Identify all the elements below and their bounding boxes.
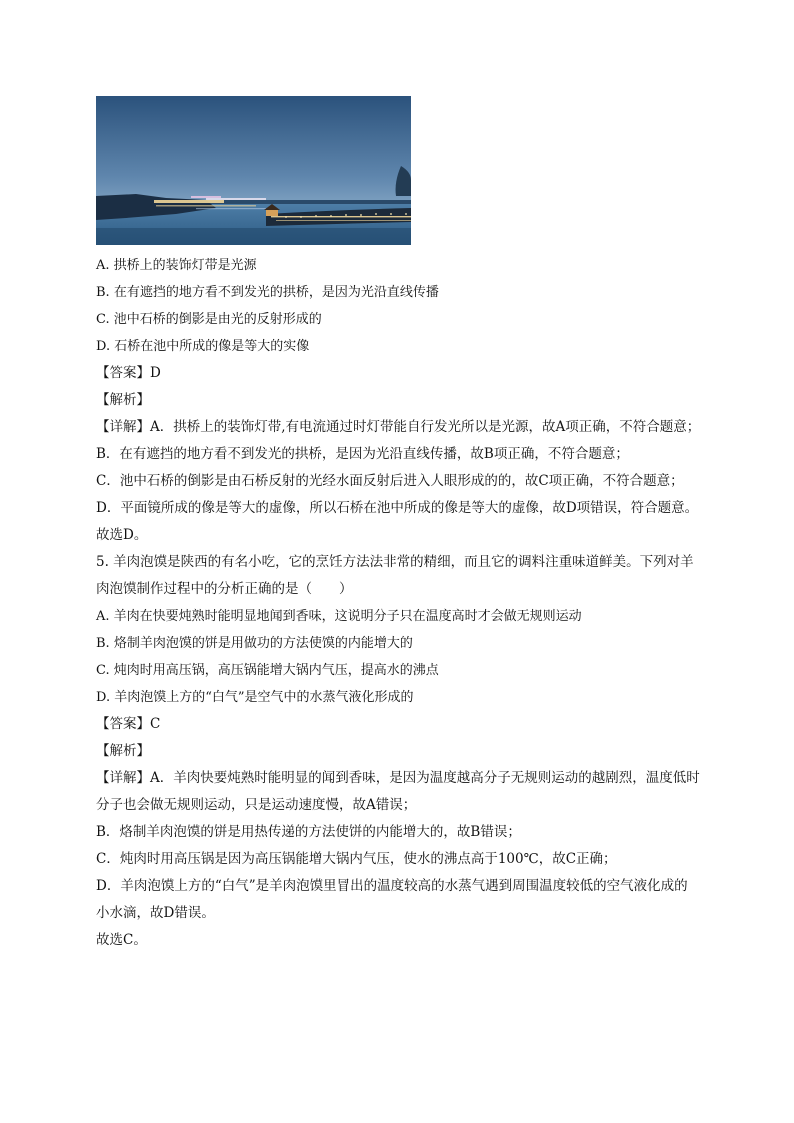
q5-detail-a: 【详解】A．羊肉快要炖熟时能明显的闻到香味，是因为温度越高分子无规则运动的越剧烈，温度低时分子也会做无规则运动，只是运动速度慢，故A错误； [96,770,700,813]
q5-detail-d: D．羊肉泡馍上方的“白气”是羊肉泡馍里冒出的温度较高的水蒸气遇到周围温度较低的空气液化成的小水滴，故D错误。 [96,878,688,921]
q4-detail-d: D．平面镜所成的像是等大的虚像，所以石桥在池中所成的像是等大的虚像，故D项错误，符合题意。 [96,500,699,516]
q4-detail-c: C．池中石桥的倒影是由石桥反射的光经水面反射后进入人眼形成的的，故C项正确，不符合题意； [96,473,684,489]
q4-option-d: D. 石桥在池中所成的像是等大的实像 [96,339,310,354]
q4-answer: 【答案】D [96,365,161,381]
q5-detail-b: B．烙制羊肉泡馍的饼是用热传递的方法使饼的内能增大的，故B错误； [96,824,521,840]
q5-option-b: B. 烙制羊肉泡馍的饼是用做功的方法使馍的内能增大的 [96,636,413,651]
q4-option-b: B. 在有遮挡的地方看不到发光的拱桥，是因为光沿直线传播 [96,285,439,300]
q5-analysis-label: 【解析】 [96,743,150,759]
q5-conclusion: 故选C。 [96,932,147,948]
q5-detail-c: C．炖肉时用高压锅是因为高压锅能增大锅内气压，使水的沸点高于100℃，故C正确； [96,851,617,867]
q4-analysis-label: 【解析】 [96,392,150,408]
q4-option-a: A. 拱桥上的装饰灯带是光源 [96,258,257,273]
q4-conclusion: 故选D。 [96,527,148,543]
night-bridge-photo [96,96,411,245]
q4-detail-b: B．在有遮挡的地方看不到发光的拱桥，是因为光沿直线传播，故B项正确，不符合题意； [96,446,629,462]
q5-option-d: D. 羊肉泡馍上方的“白气”是空气中的水蒸气液化形成的 [96,690,414,705]
q5-option-c: C. 炖肉时用高压锅，高压锅能增大锅内气压，提高水的沸点 [96,663,439,678]
question-content [96,252,701,954]
night-bridge-photo-image [96,96,411,245]
q4-option-c: C. 池中石桥的倒影是由光的反射形成的 [96,312,322,327]
q5-stem: 5. 羊肉泡馍是陕西的有名小吃，它的烹饪方法法非常的精细，而且它的调料注重味道鲜美。下列对羊肉泡馍制作过程中的分析正确的是（ ） [96,554,694,597]
q4-detail-a: 【详解】A．拱桥上的装饰灯带,有电流通过时灯带能自行发光所以是光源，故A项正确，不符合题意； [96,419,701,435]
q5-option-a: A. 羊肉在快要炖熟时能明显地闻到香味，这说明分子只在温度高时才会做无规则运动 [96,609,582,624]
q5-answer: 【答案】C [96,716,161,732]
